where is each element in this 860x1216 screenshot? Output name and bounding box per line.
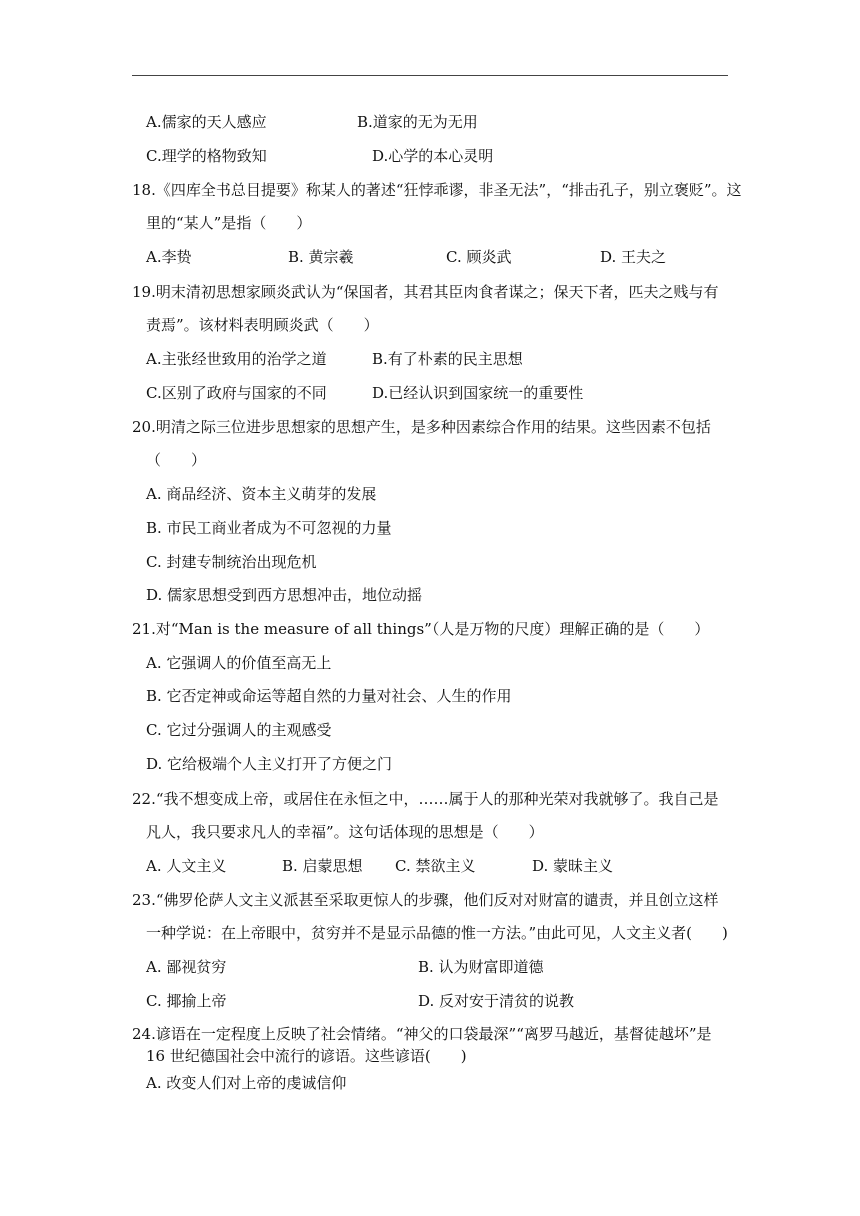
q21-stem-line1: 21.对“Man is the measure of all things”（人是万物的尺度）理解正确的是（ ） <box>132 620 710 638</box>
q19-stem-line2: 责焉”。该材料表明顾炎武（ ） <box>146 316 379 334</box>
q22-option-c: C. 禁欲主义 <box>395 857 476 875</box>
q23-stem-line2: 一种学说：在上帝眼中，贫穷并不是显示品德的惟一方法。”由此可见，人文主义者( ) <box>146 924 728 942</box>
q17-option-d: D.心学的本心灵明 <box>372 147 494 165</box>
q23-option-a: A. 鄙视贫穷 <box>146 958 227 976</box>
q22-option-b: B. 启蒙思想 <box>282 857 363 875</box>
q19-option-a: A.主张经世致用的治学之道 <box>146 350 327 368</box>
q19-stem-line1: 19.明末清初思想家顾炎武认为“保国者，其君其臣肉食者谋之；保天下者，匹夫之贱与有 <box>132 283 719 301</box>
q23-option-b: B. 认为财富即道德 <box>418 958 544 976</box>
q20-option-d: D. 儒家思想受到西方思想冲击，地位动摇 <box>146 586 423 604</box>
q19-option-c: C.区别了政府与国家的不同 <box>146 384 327 402</box>
q21-option-c: C. 它过分强调人的主观感受 <box>146 721 332 739</box>
q18-option-d: D. 王夫之 <box>600 248 667 266</box>
q24-option-a: A. 改变人们对上帝的虔诚信仰 <box>146 1074 347 1092</box>
q20-option-b: B. 市民工商业者成为不可忽视的力量 <box>146 519 392 537</box>
q24-stem-line1: 24.谚语在一定程度上反映了社会情绪。“神父的口袋最深”“离罗马越近，基督徒越坏”是 <box>132 1025 712 1043</box>
q20-stem-line1: 20.明清之际三位进步思想家的思想产生，是多种因素综合作用的结果。这些因素不包括 <box>132 418 711 436</box>
q19-option-b: B.有了朴素的民主思想 <box>372 350 523 368</box>
q20-option-c: C. 封建专制统治出现危机 <box>146 553 317 571</box>
q19-option-d: D.已经认识到国家统一的重要性 <box>372 384 584 402</box>
q21-option-d: D. 它给极端个人主义打开了方便之门 <box>146 755 393 773</box>
q21-option-a: A. 它强调人的价值至高无上 <box>146 654 332 672</box>
q22-option-d: D. 蒙昧主义 <box>532 857 614 875</box>
q18-option-b: B. 黄宗羲 <box>288 248 354 266</box>
q18-option-c: C. 顾炎武 <box>446 248 512 266</box>
q20-stem-line2: （ ） <box>146 451 207 469</box>
q23-stem-line1: 23.“佛罗伦萨人文主义派甚至采取更惊人的步骤，他们反对对财富的谴责，并且创立这样 <box>132 891 719 909</box>
q23-option-c: C. 揶揄上帝 <box>146 992 227 1010</box>
q22-stem-line2: 凡人，我只要求凡人的幸福”。这句话体现的思想是（ ） <box>146 823 544 841</box>
q18-stem-line1: 18.《四库全书总目提要》称某人的著述“狂悖乖谬，非圣无法”，“排击孔子，别立褒贬”。这 <box>132 181 742 199</box>
header-rule <box>132 75 728 76</box>
q22-stem-line1: 22.“我不想变成上帝，或居住在永恒之中，……属于人的那种光荣对我就够了。我自己是 <box>132 790 719 808</box>
q23-option-d: D. 反对安于清贫的说教 <box>418 992 575 1010</box>
q22-option-a: A. 人文主义 <box>146 857 227 875</box>
q21-option-b: B. 它否定神或命运等超自然的力量对社会、人生的作用 <box>146 687 512 705</box>
q17-option-a: A.儒家的天人感应 <box>146 113 267 131</box>
q17-option-c: C.理学的格物致知 <box>146 147 267 165</box>
q18-option-a: A.李贽 <box>146 248 192 266</box>
q20-option-a: A. 商品经济、资本主义萌芽的发展 <box>146 485 377 503</box>
q17-option-b: B.道家的无为无用 <box>357 113 478 131</box>
q24-stem-line2: 16 世纪德国社会中流行的谚语。这些谚语( ) <box>146 1047 467 1065</box>
q18-stem-line2: 里的“某人”是指（ ） <box>146 214 312 232</box>
